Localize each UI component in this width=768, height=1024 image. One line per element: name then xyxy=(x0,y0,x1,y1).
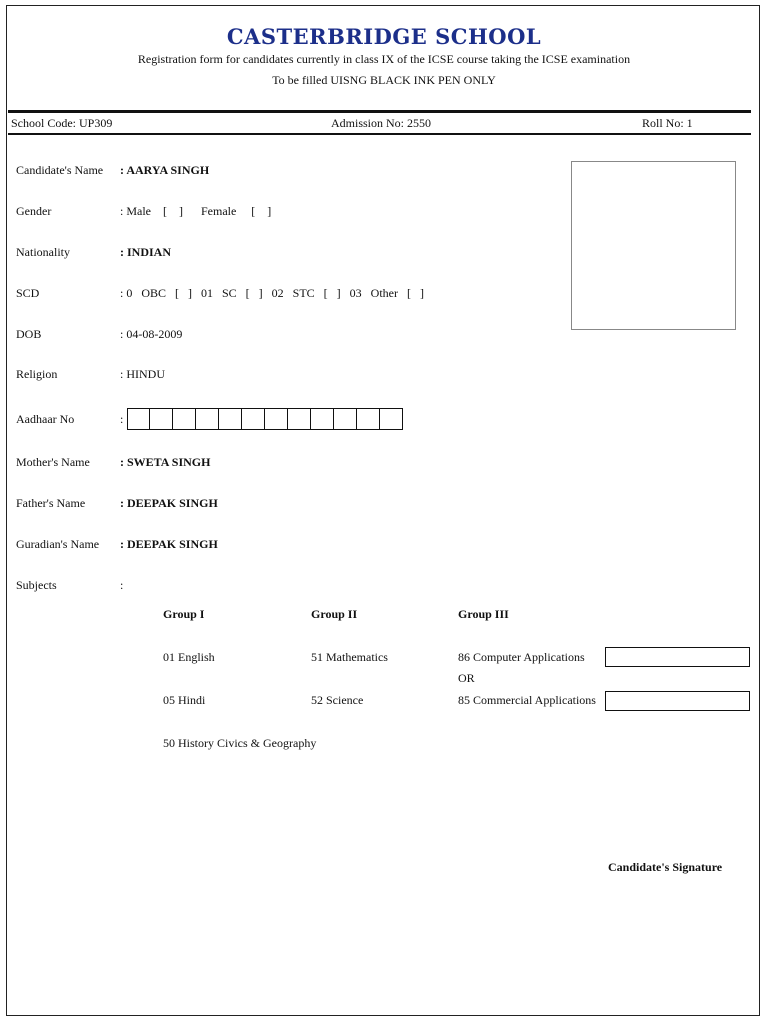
group-2-title: Group II xyxy=(311,607,358,621)
aadhaar-digit-box[interactable] xyxy=(334,408,357,430)
header-divider-top xyxy=(8,110,751,113)
scd-label: SCD xyxy=(16,286,40,300)
subject-english: 01 English xyxy=(163,650,215,664)
mother-name-value: : SWETA SINGH xyxy=(120,455,211,469)
group-3-title: Group III xyxy=(458,607,509,621)
aadhaar-label: Aadhaar No xyxy=(16,412,75,426)
form-instruction: To be filled UISNG BLACK INK PEN ONLY xyxy=(272,73,496,87)
subjects-colon: : xyxy=(120,578,124,592)
aadhaar-digit-box[interactable] xyxy=(173,408,196,430)
aadhaar-digit-box[interactable] xyxy=(288,408,311,430)
aadhaar-digit-box[interactable] xyxy=(380,408,403,430)
aadhaar-boxes[interactable] xyxy=(127,408,403,430)
aadhaar-digit-box[interactable] xyxy=(357,408,380,430)
candidate-name-label: Candidate's Name xyxy=(16,163,104,177)
computer-applications-choice-box[interactable] xyxy=(605,647,750,667)
guardian-name-label: Guradian's Name xyxy=(16,537,100,551)
aadhaar-digit-box[interactable] xyxy=(127,408,150,430)
subject-commercial-applications: 85 Commercial Applications xyxy=(458,693,596,707)
commercial-applications-choice-box[interactable] xyxy=(605,691,750,711)
header-divider-bottom xyxy=(8,133,751,135)
subject-science: 52 Science xyxy=(311,693,364,707)
religion-value: : HINDU xyxy=(120,367,165,381)
aadhaar-digit-box[interactable] xyxy=(311,408,334,430)
subject-mathematics: 51 Mathematics xyxy=(311,650,388,664)
subject-computer-applications: 86 Computer Applications xyxy=(458,650,585,664)
aadhaar-digit-box[interactable] xyxy=(242,408,265,430)
candidate-name-value: : AARYA SINGH xyxy=(120,163,210,177)
aadhaar-digit-box[interactable] xyxy=(219,408,242,430)
guardian-name-value: : DEEPAK SINGH xyxy=(120,537,218,551)
nationality-value: : INDIAN xyxy=(120,245,171,259)
aadhaar-digit-box[interactable] xyxy=(196,408,219,430)
subjects-label: Subjects xyxy=(16,578,57,592)
school-code: School Code: UP309 xyxy=(11,116,113,130)
photo-box[interactable] xyxy=(571,161,736,330)
nationality-label: Nationality xyxy=(16,245,70,259)
subject-history-civics-geography: 50 History Civics & Geography xyxy=(163,736,317,750)
mother-name-label: Mother's Name xyxy=(16,455,90,469)
group-1-title: Group I xyxy=(163,607,205,621)
dob-label: DOB xyxy=(16,327,42,341)
roll-number: Roll No: 1 xyxy=(642,116,693,130)
gender-label: Gender xyxy=(16,204,52,218)
school-name: CASTERBRIDGE SCHOOL xyxy=(226,24,542,49)
father-name-label: Father's Name xyxy=(16,496,86,510)
subject-hindi: 05 Hindi xyxy=(163,693,206,707)
aadhaar-colon: : xyxy=(120,412,124,426)
admission-number: Admission No: 2550 xyxy=(331,116,432,130)
father-name-value: : DEEPAK SINGH xyxy=(120,496,218,510)
scd-value[interactable]: : 0 OBC [ ] 01 SC [ ] 02 STC [ ] 03 Other [ ] xyxy=(120,286,424,300)
subject-or-text: OR xyxy=(458,671,475,685)
dob-value: : 04-08-2009 xyxy=(120,327,183,341)
candidate-signature-label: Candidate's Signature xyxy=(608,860,723,874)
form-subtitle: Registration form for candidates currently in class IX of the ICSE course taking the ICSE examination xyxy=(137,52,631,66)
gender-value[interactable]: : Male [ ] Female [ ] xyxy=(120,204,272,218)
religion-label: Religion xyxy=(16,367,58,381)
aadhaar-digit-box[interactable] xyxy=(265,408,288,430)
aadhaar-digit-box[interactable] xyxy=(150,408,173,430)
